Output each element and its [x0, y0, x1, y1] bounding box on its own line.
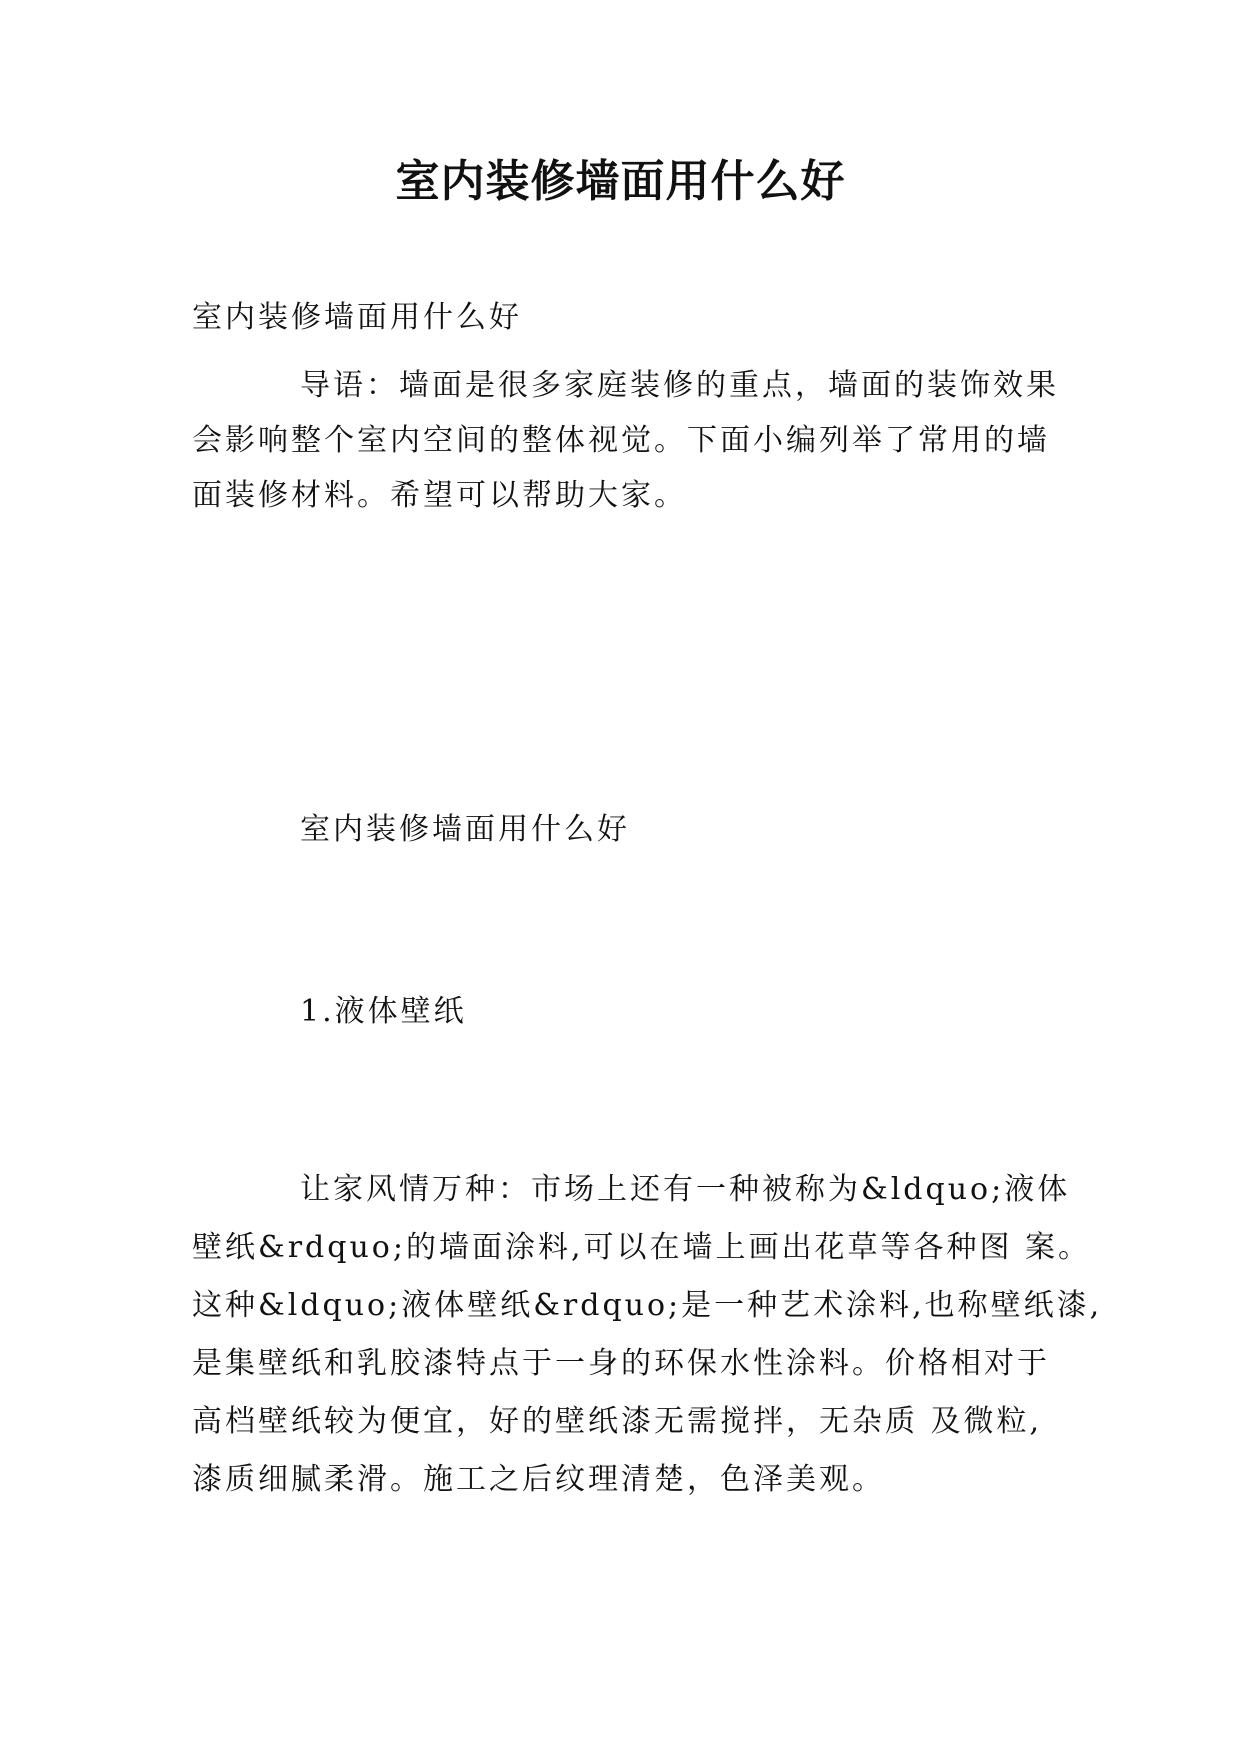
intro-line-3: 面装修材料。希望可以帮助大家。	[192, 478, 687, 513]
item-heading: 1.液体壁纸	[300, 994, 467, 1029]
body-line-1: 让家风情万种：市场上还有一种被称为&ldquo;液体	[300, 1172, 1071, 1207]
document-title: 室内装修墙面用什么好	[395, 156, 846, 207]
intro-line-1: 导语：墙面是很多家庭装修的重点，墙面的装饰效果	[300, 368, 1059, 403]
document-subtitle: 室内装修墙面用什么好	[192, 300, 522, 335]
body-line-5: 高档壁纸较为便宜，好的壁纸漆无需搅拌，无杂质 及微粒,	[192, 1404, 1043, 1439]
body-line-2: 壁纸&rdquo;的墙面涂料,可以在墙上画出花草等各种图 案。	[192, 1230, 1092, 1265]
section-heading: 室内装修墙面用什么好	[300, 812, 630, 847]
body-line-6: 漆质细腻柔滑。施工之后纹理清楚，色泽美观。	[192, 1462, 885, 1497]
body-line-3: 这种&ldquo;液体壁纸&rdquo;是一种艺术涂料,也称壁纸漆,	[192, 1288, 1103, 1323]
intro-line-2: 会影响整个室内空间的整体视觉。下面小编列举了常用的墙	[192, 423, 1050, 458]
body-line-4: 是集壁纸和乳胶漆特点于一身的环保水性涂料。价格相对于	[192, 1346, 1050, 1381]
